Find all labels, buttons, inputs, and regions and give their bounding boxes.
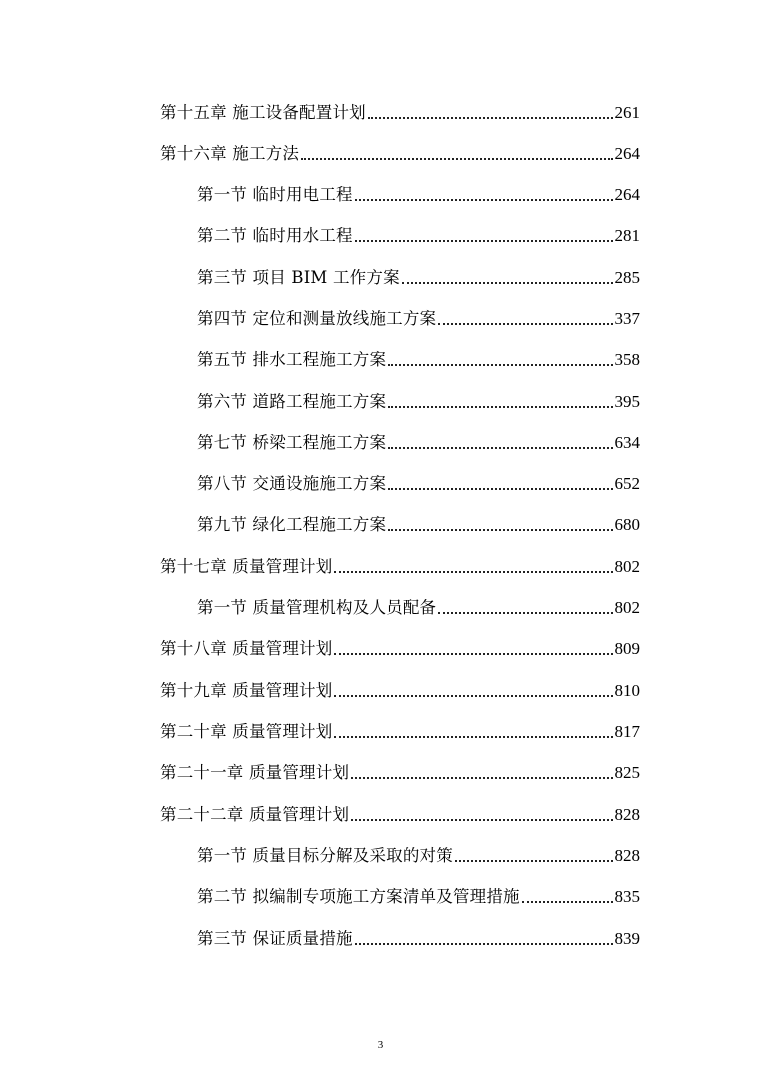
toc-entry-label: 第二十章 质量管理计划 xyxy=(160,722,333,741)
toc-entry[interactable] xyxy=(197,180,640,206)
dot-leader xyxy=(334,651,612,655)
toc-entry[interactable] xyxy=(197,304,640,330)
toc-entry-page: 828 xyxy=(614,805,640,824)
toc-entry-label: 第十八章 质量管理计划 xyxy=(160,639,333,658)
toc-entry-label: 第七节 桥梁工程施工方案 xyxy=(197,433,387,452)
dot-leader xyxy=(388,404,612,408)
toc-entry-label: 第十六章 施工方法 xyxy=(160,144,300,163)
toc-entry[interactable] xyxy=(197,510,640,536)
toc-entry[interactable] xyxy=(197,428,640,454)
toc-entry[interactable] xyxy=(160,676,640,702)
toc-entry-label: 第二十一章 质量管理计划 xyxy=(160,763,350,782)
toc-entry-label: 第一节 质量管理机构及人员配备 xyxy=(197,598,437,617)
toc-entry-label: 第八节 交通设施施工方案 xyxy=(197,474,387,493)
dot-leader xyxy=(355,197,613,201)
toc-entry-label: 第九节 绿化工程施工方案 xyxy=(197,515,387,534)
toc-entry-page: 828 xyxy=(614,846,640,865)
toc-entry-page: 395 xyxy=(614,392,640,411)
toc-entry[interactable] xyxy=(160,717,640,743)
toc-entry[interactable] xyxy=(197,263,640,289)
dot-leader xyxy=(301,156,612,160)
toc-entry-label: 第六节 道路工程施工方案 xyxy=(197,392,387,411)
toc-entry-page: 810 xyxy=(614,681,640,700)
toc-entry-label: 第二节 临时用水工程 xyxy=(197,226,353,245)
dot-leader xyxy=(351,775,612,779)
toc-entry[interactable] xyxy=(197,345,640,371)
toc-entry[interactable] xyxy=(197,924,640,950)
toc-entry-label: 第三节 保证质量措施 xyxy=(197,929,353,948)
toc-entry[interactable] xyxy=(197,387,640,413)
toc-entry-page: 358 xyxy=(614,350,640,369)
dot-leader xyxy=(355,941,613,945)
dot-leader xyxy=(438,610,612,614)
toc-entry[interactable] xyxy=(160,552,640,578)
toc-entry-page: 817 xyxy=(614,722,640,741)
toc-entry-label: 第一节 质量目标分解及采取的对策 xyxy=(197,846,453,865)
toc-entry[interactable] xyxy=(160,800,640,826)
toc-entry-page: 261 xyxy=(614,103,640,122)
dot-leader xyxy=(368,115,613,119)
dot-leader xyxy=(334,734,612,738)
dot-leader xyxy=(402,280,613,284)
toc-entry[interactable] xyxy=(197,593,640,619)
toc-entry-label: 第三节 项目 BIM 工作方案 xyxy=(197,268,400,287)
dot-leader xyxy=(388,362,612,366)
toc-entry-page: 825 xyxy=(614,763,640,782)
toc-entry-page: 264 xyxy=(614,144,640,163)
toc-entry[interactable] xyxy=(160,139,640,165)
dot-leader xyxy=(438,321,612,325)
toc-entry-page: 802 xyxy=(614,557,640,576)
toc-entry-page: 652 xyxy=(614,474,640,493)
toc-entry-label: 第二十二章 质量管理计划 xyxy=(160,805,350,824)
toc-entry-page: 802 xyxy=(614,598,640,617)
dot-leader xyxy=(388,445,612,449)
toc-entry-label: 第十七章 质量管理计划 xyxy=(160,557,333,576)
toc-entry-page: 835 xyxy=(614,887,640,906)
toc-entry-page: 680 xyxy=(614,515,640,534)
toc-entry-page: 285 xyxy=(614,268,640,287)
dot-leader xyxy=(522,899,613,903)
toc-entry[interactable] xyxy=(160,634,640,660)
dot-leader xyxy=(355,238,613,242)
toc-entry-label: 第一节 临时用电工程 xyxy=(197,185,353,204)
toc-entry-label: 第五节 排水工程施工方案 xyxy=(197,350,387,369)
toc-entry-label: 第四节 定位和测量放线施工方案 xyxy=(197,309,437,328)
toc-entry-label: 第十五章 施工设备配置计划 xyxy=(160,103,366,122)
toc-entry-label: 第十九章 质量管理计划 xyxy=(160,681,333,700)
page-number: 3 xyxy=(377,1039,384,1051)
toc-entry[interactable] xyxy=(197,469,640,495)
toc-entry-page: 337 xyxy=(614,309,640,328)
toc-entry[interactable] xyxy=(197,841,640,867)
toc-entry-page: 809 xyxy=(614,639,640,658)
toc-entry-page: 281 xyxy=(614,226,640,245)
toc-entry-page: 634 xyxy=(614,433,640,452)
toc-entry-page: 839 xyxy=(614,929,640,948)
toc-entry[interactable] xyxy=(160,98,640,124)
dot-leader xyxy=(455,858,613,862)
dot-leader xyxy=(388,527,612,531)
toc-entry[interactable] xyxy=(160,758,640,784)
dot-leader xyxy=(388,486,612,490)
dot-leader xyxy=(334,569,612,573)
dot-leader xyxy=(351,817,612,821)
toc-entry-page: 264 xyxy=(614,185,640,204)
toc-entry[interactable] xyxy=(197,882,640,908)
toc-entry-label: 第二节 拟编制专项施工方案清单及管理措施 xyxy=(197,887,520,906)
toc-entry[interactable] xyxy=(197,221,640,247)
dot-leader xyxy=(334,693,612,697)
